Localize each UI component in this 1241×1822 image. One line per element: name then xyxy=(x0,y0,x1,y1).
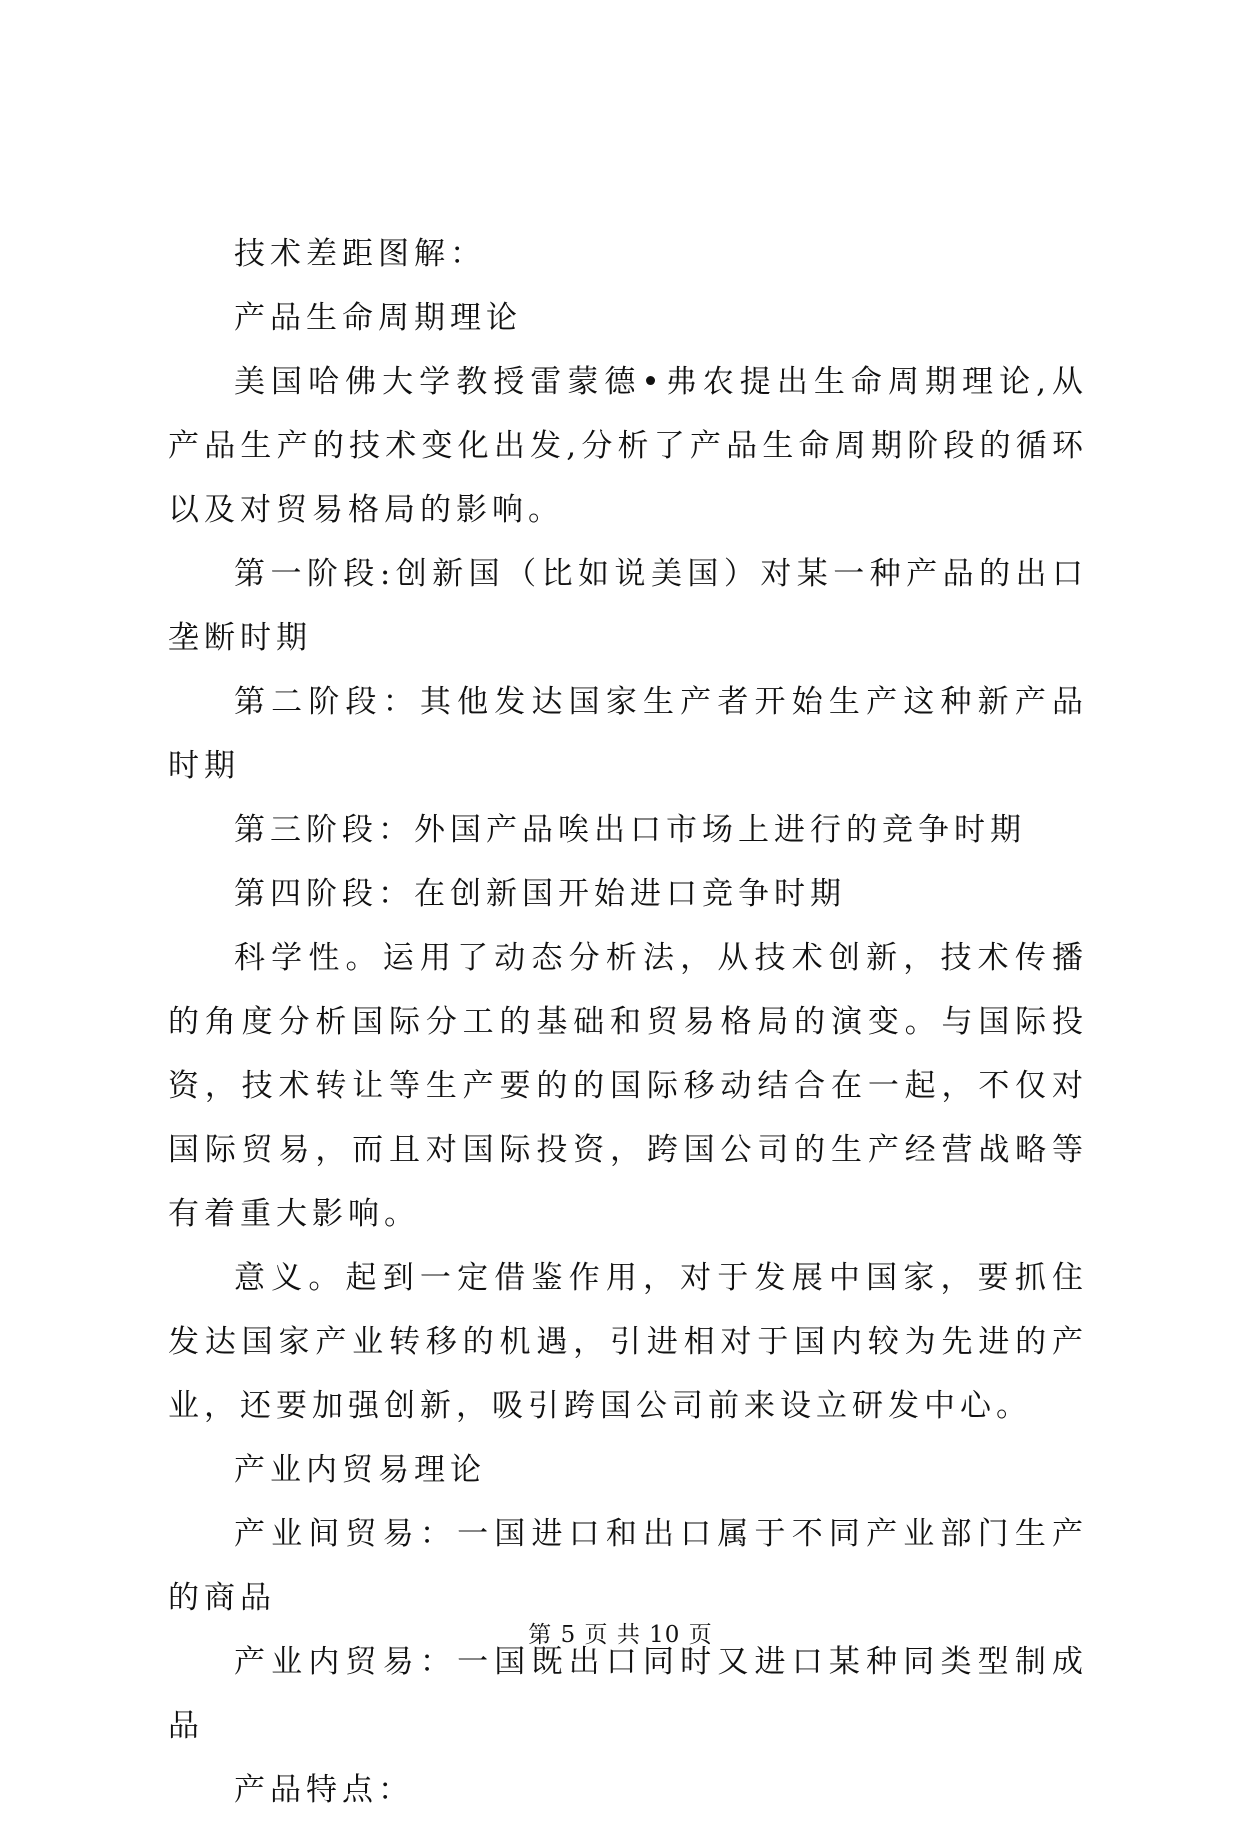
paragraph-diagram-heading: 技术差距图解： xyxy=(234,236,486,272)
paragraph-stage-three: 第三阶段：外国产品唉出口市场上进行的竞争时期 xyxy=(234,812,1026,848)
paragraph-stage-four: 第四阶段：在创新国开始进口竞争时期 xyxy=(234,876,846,912)
paragraph-stage-one: 第一阶段:创新国（比如说美国）对某一种产品的出口垄断时期 xyxy=(168,556,1088,656)
paragraph-vernon-intro: 美国哈佛大学教授雷蒙德•弗农提出生命周期理论,从产品生产的技术变化出发,分析了产品生命周期阶段的循环以及对贸易格局的影响。 xyxy=(168,364,1088,528)
document-body xyxy=(168,222,1088,1822)
paragraph-product-lifecycle-heading: 产品生命周期理论 xyxy=(234,300,522,336)
paragraph-significance: 意义。起到一定借鉴作用，对于发展中国家，要抓住发达国家产业转移的机遇，引进相对于国内较为先进的产业，还要加强创新，吸引跨国公司前来设立研发中心。 xyxy=(168,1260,1088,1424)
page-footer: 第 5 页 共 10 页 xyxy=(528,1622,713,1648)
paragraph-stage-two: 第二阶段：其他发达国家生产者开始生产这种新产品时期 xyxy=(168,684,1088,784)
paragraph-intra-industry-trade: 产业内贸易：一国既出口同时又进口某种同类型制成品 xyxy=(168,1644,1088,1744)
paragraph-intra-industry-heading: 产业内贸易理论 xyxy=(234,1452,486,1488)
paragraph-inter-industry-trade: 产业间贸易：一国进口和出口属于不同产业部门生产的商品 xyxy=(168,1516,1088,1616)
paragraph-scientific: 科学性。运用了动态分析法，从技术创新，技术传播的角度分析国际分工的基础和贸易格局的演变。与国际投资，技术转让等生产要的的国际移动结合在一起，不仅对国际贸易，而且对国际投资，跨国公司的生产经营战略等有着重大影响。 xyxy=(168,940,1088,1232)
paragraph-product-features: 产品特点： xyxy=(234,1772,414,1808)
